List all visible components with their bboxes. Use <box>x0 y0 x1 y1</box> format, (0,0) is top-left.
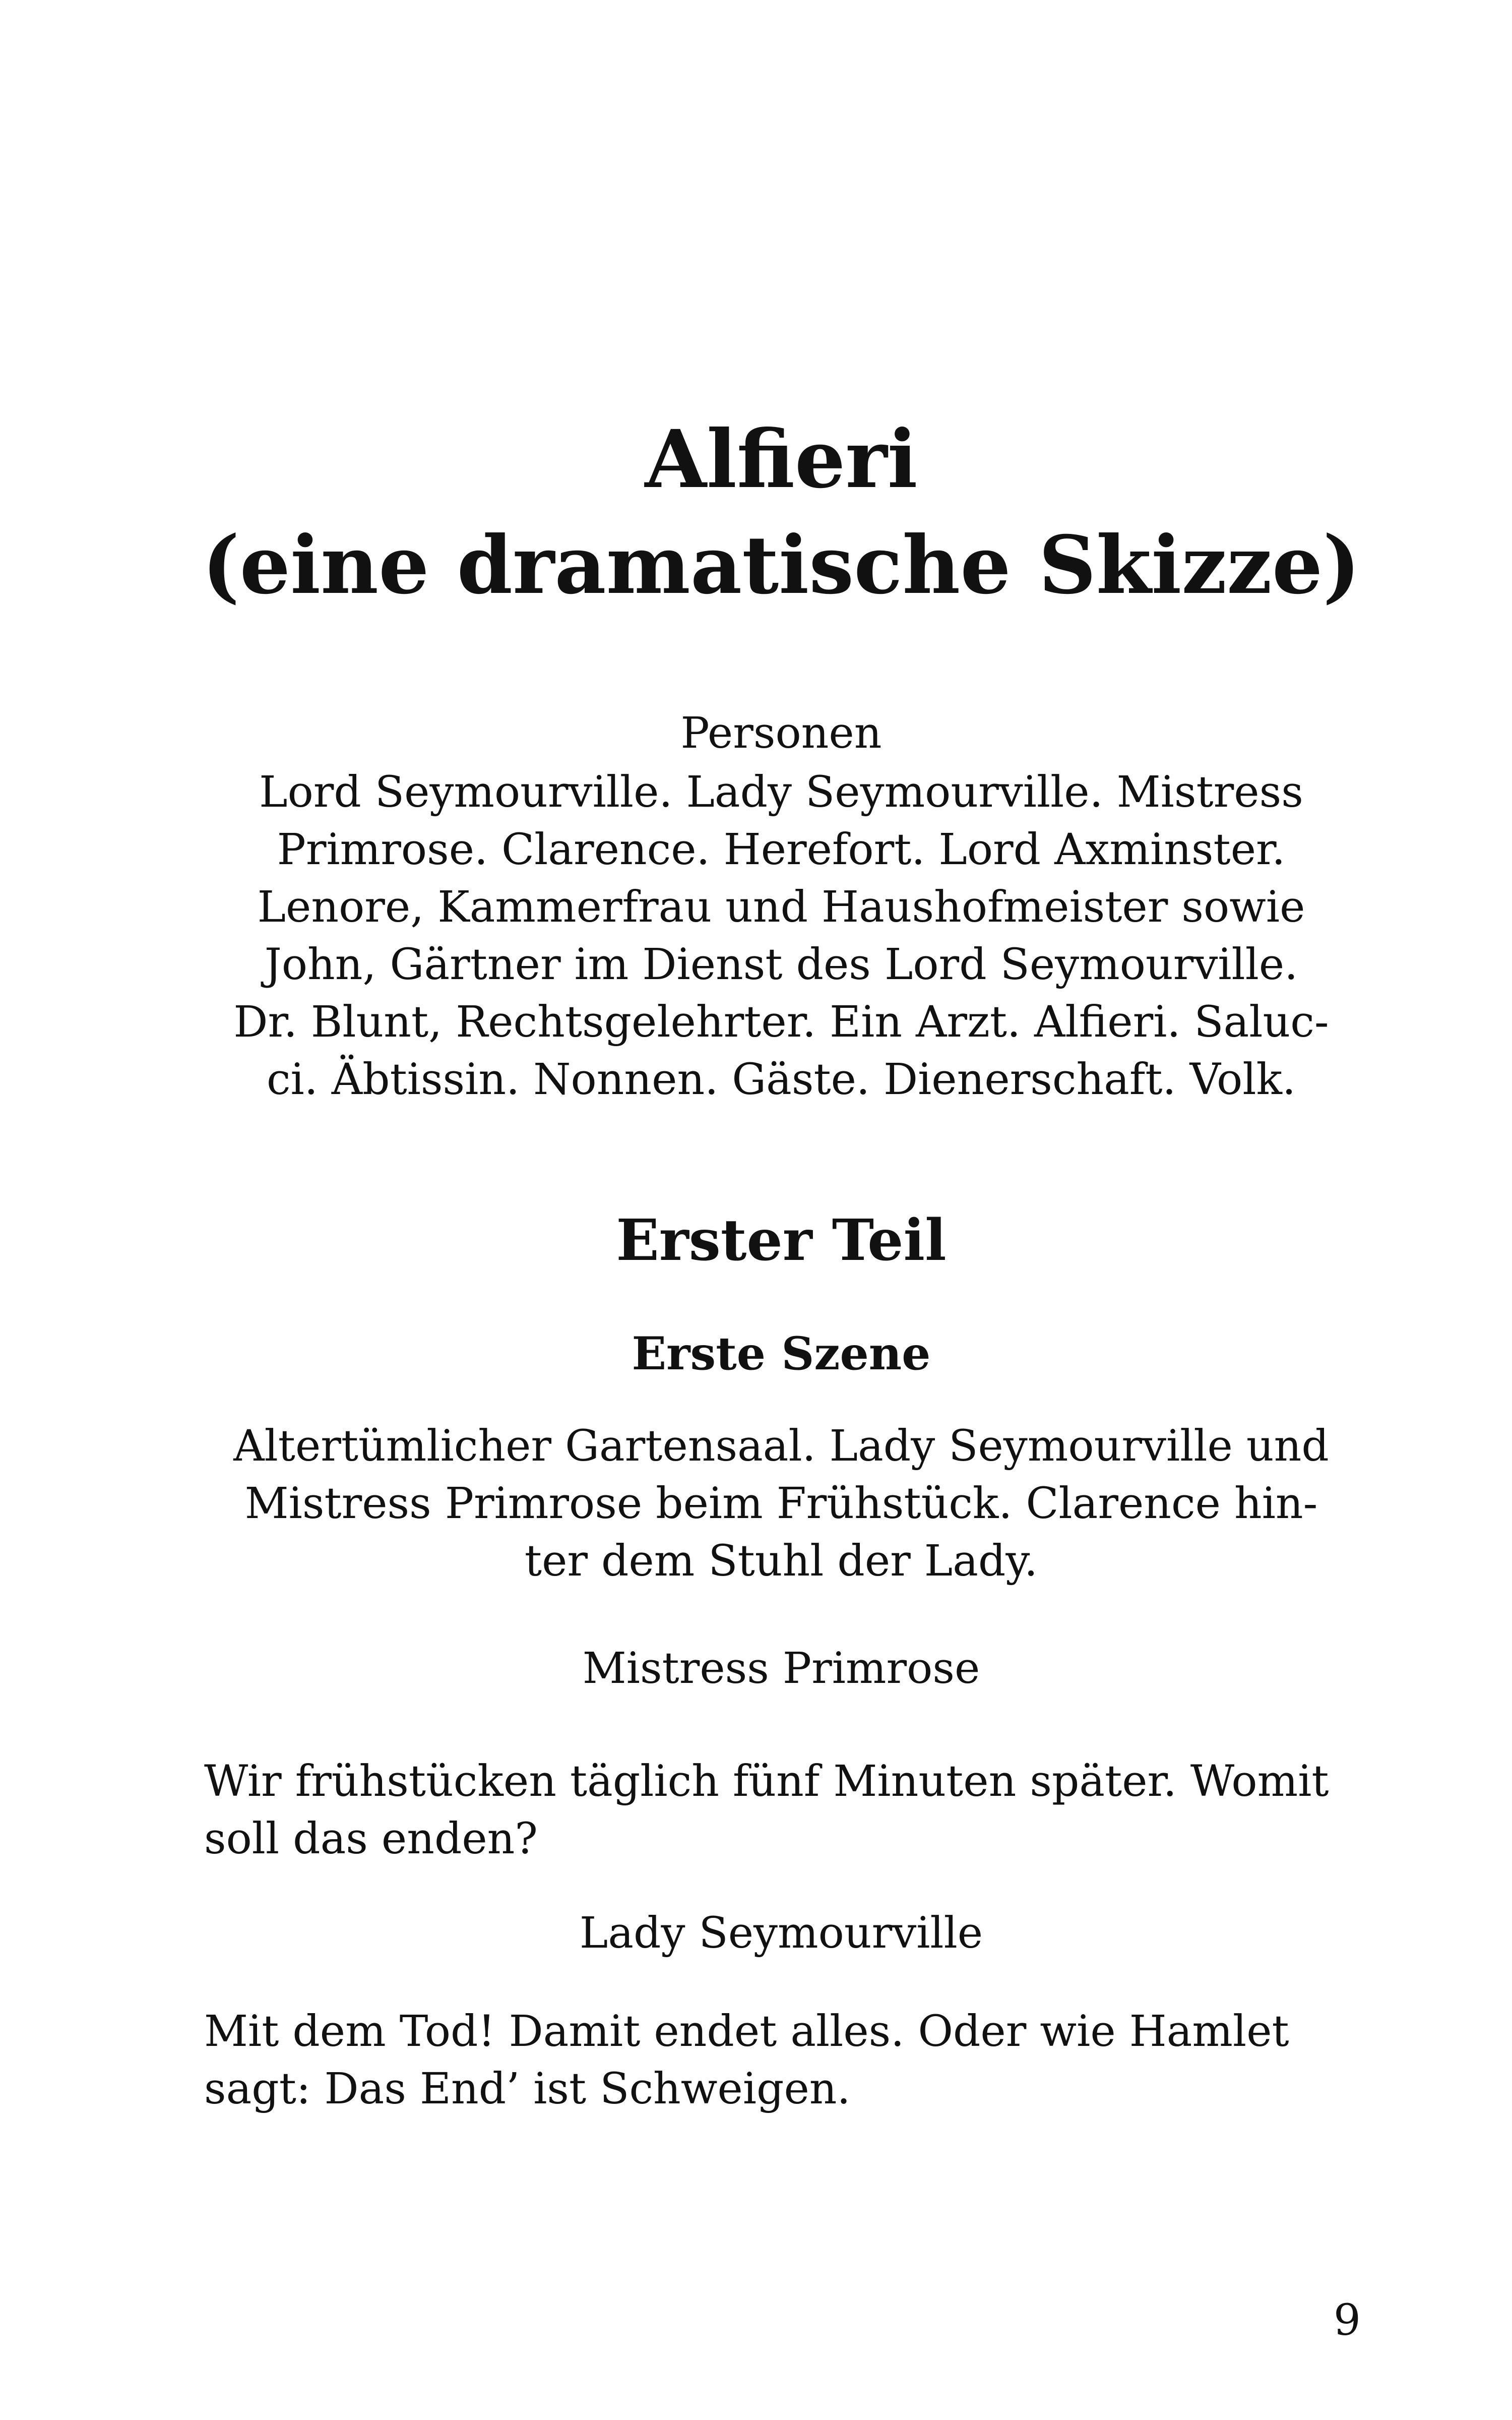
page-number: 9 <box>1333 2295 1361 2345</box>
personen-line: John, Gärtner im Dienst des Lord Seymourville. <box>264 940 1298 990</box>
personen-line: ci. Äbtissin. Nonnen. Gäste. Dienerschaft. Volk. <box>266 1055 1296 1105</box>
speech-line: soll das enden? <box>204 1814 538 1864</box>
personen-line: Lenore, Kammerfrau und Haushofmeister sowie <box>257 882 1305 932</box>
stage-direction-line: Altertümlicher Gartensaal. Lady Seymourville und <box>233 1421 1329 1471</box>
speaker-name: Mistress Primrose <box>582 1644 980 1693</box>
part-heading: Erster Teil <box>616 1207 947 1274</box>
title-line-1: Alfieri <box>645 413 918 506</box>
stage-direction <box>202 1418 1361 1590</box>
speech-line: Mit dem Tod! Damit endet alles. Oder wie Hamlet <box>204 2007 1289 2056</box>
stage-direction-line: ter dem Stuhl der Lady. <box>524 1536 1038 1586</box>
personen-line: Lord Seymourville. Lady Seymourville. Mistress <box>259 767 1303 817</box>
title-line-2: (eine dramatische Skizze) <box>202 519 1361 612</box>
scene-heading: Erste Szene <box>632 1327 931 1380</box>
speech-text <box>204 2003 1363 2118</box>
stage-direction-line: Mistress Primrose beim Frühstück. Clarence hin- <box>244 1479 1318 1529</box>
speech-line: Wir frühstücken täglich fünf Minuten später. Womit <box>204 1757 1329 1806</box>
personen-line: Dr. Blunt, Rechtsgelehrter. Ein Arzt. Alfieri. Saluc- <box>233 997 1329 1047</box>
personen-heading: Personen <box>680 708 882 758</box>
speaker-name: Lady Seymourville <box>579 1908 983 1958</box>
personen-list <box>202 764 1361 1109</box>
personen-line: Primrose. Clarence. Herefort. Lord Axminster. <box>277 825 1286 875</box>
speech-line: sagt: Das End’ ist Schweigen. <box>204 2064 851 2114</box>
speech-text <box>204 1753 1363 1868</box>
